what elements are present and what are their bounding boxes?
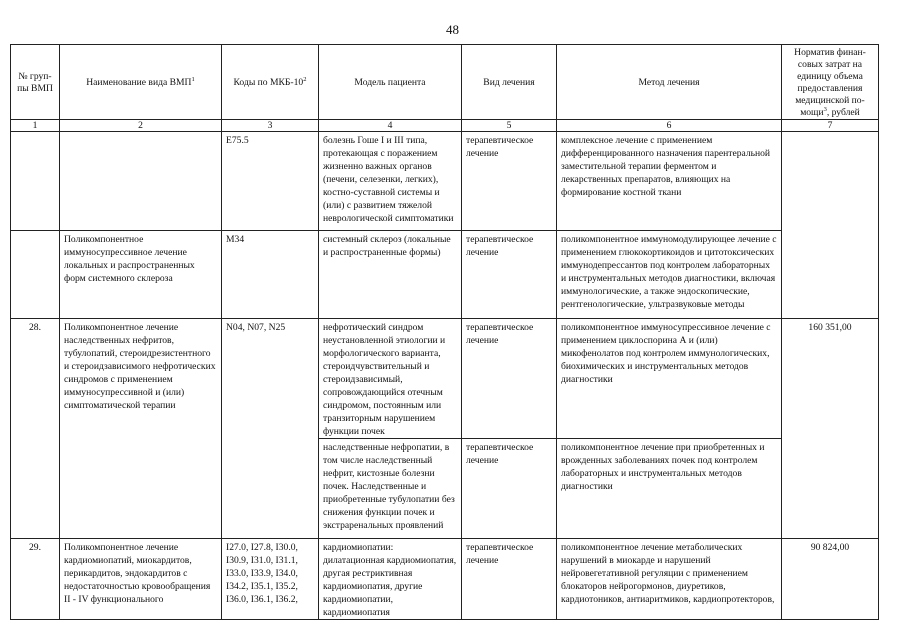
treatment-method: поликомпонентное лечение при приобретенных и врожденных заболеваниях почек под контролем лабораторных и инструментальных методов диагностики xyxy=(557,439,782,539)
treatment-type: терапевтическое лечение xyxy=(462,132,557,231)
group-number: 29. xyxy=(11,539,60,620)
col-number: 4 xyxy=(319,120,462,132)
header-num: № груп-пы ВМП xyxy=(11,45,60,120)
patient-model: системный склероз (локальные и распространенные формы) xyxy=(319,231,462,319)
patient-model: кардиомиопатии: дилатационная кардиомиопатия, другая рестриктивная кардиомиопатия, другие кардиомиопатии, кардиомиопатия xyxy=(319,539,462,620)
col-number: 3 xyxy=(222,120,319,132)
col-number: 7 xyxy=(782,120,879,132)
group-number xyxy=(11,132,60,231)
mkb-codes: M34 xyxy=(222,231,319,319)
mkb-codes: N04, N07, N25 xyxy=(222,319,319,539)
mkb-codes: I27.0, I27.8, I30.0, I30.9, I31.0, I31.1, I33.0, I33.9, I34.0, I34.2, I35.1, I35.2, I36.0, I36.1, I36.2, xyxy=(222,539,319,620)
header-mkb: Коды по МКБ-$10^2$ xyxy=(222,45,319,120)
treatment-method: поликомпонентное иммуномодулирующее лечение с применением глюкокортикоидов и цитотоксических иммунодепрессантов под контролем лабораторных и инструментальных методов диагностики, включая иммунологические, а также эндоскопические, рентгенологические, ультразвуковые методы xyxy=(557,231,782,319)
table-row xyxy=(11,132,879,231)
vmp-name xyxy=(60,132,222,231)
group-number xyxy=(11,231,60,319)
patient-model: нефротический синдром неустановленной этиологии и морфологического варианта, стероидчувствительный и стероидзависимый, сопровождающийся отечным синдромом, постоянным или транзиторным нарушением функции почек xyxy=(319,319,462,439)
patient-model: болезнь Гоше I и III типа, протекающая с поражением жизненно важных органов (печени, селезенки, легких), костно-суставной системы и (или) с развитием тяжелой неврологической симптоматики xyxy=(319,132,462,231)
cost-norm: 160 351,00 xyxy=(782,319,879,539)
col-number: 5 xyxy=(462,120,557,132)
cost-norm xyxy=(782,132,879,319)
col-number: 1 xyxy=(11,120,60,132)
mkb-codes: E75.5 xyxy=(222,132,319,231)
page-number: 48 xyxy=(446,22,459,37)
treatment-type: терапевтическое лечение xyxy=(462,319,557,439)
treatment-type: терапевтическое лечение xyxy=(462,439,557,539)
col-number: 2 xyxy=(60,120,222,132)
patient-model: наследственные нефропатии, в том числе наследственный нефрит, кистозные болезни почек. Наследственные и приобретенные тубулопатии без снижения функции почек и экстраренальных проявлений xyxy=(319,439,462,539)
table-row xyxy=(11,319,879,439)
header-model: Модель пациента xyxy=(319,45,462,120)
cost-norm: 90 824,00 xyxy=(782,539,879,620)
treatment-method: комплексное лечение с применением дифференцированного назначения парентеральной заместительной терапии ферментом и лекарственных препаратов, влияющих на формирование костной ткани xyxy=(557,132,782,231)
treatment-type: терапевтическое лечение xyxy=(462,231,557,319)
header-norm: Норматив финан-совых затрат на единицу объема предоставления медицинской по-мощи$^3$, рублей xyxy=(782,45,879,120)
treatment-method: поликомпонентное лечение метаболических нарушений в миокарде и нарушений нейровегетативной регуляции с применением блокаторов нейрогормонов, диуретиков, кардиотоников, антиаритмиков, кардиопротекторов, xyxy=(557,539,782,620)
header-method: Метод лечения xyxy=(557,45,782,120)
vmp-table xyxy=(10,44,879,620)
treatment-type: терапевтическое лечение xyxy=(462,539,557,620)
treatment-method: поликомпонентное иммуносупрессивное лечение с применением циклоспорина А и (или) микофенолатов под контролем иммунологических, биохимических и инструментальных методов диагностики xyxy=(557,319,782,439)
header-vid: Вид лечения xyxy=(462,45,557,120)
vmp-name: Поликомпонентное лечение наследственных нефритов, тубулопатий, стероидрезистентного и стероидзависимого нефротических синдромов с применением иммуносупрессивной и (или) симптоматической терапии xyxy=(60,319,222,539)
table-row xyxy=(11,539,879,620)
table-row xyxy=(11,231,879,319)
group-number: 28. xyxy=(11,319,60,539)
column-number-row xyxy=(11,120,879,132)
vmp-name: Поликомпонентное иммуносупрессивное лечение локальных и распространенных форм системного склероза xyxy=(60,231,222,319)
header-name: Наименование вида ВМП$^1$ xyxy=(60,45,222,120)
vmp-name: Поликомпонентное лечение кардиомиопатий, миокардитов, перикардитов, эндокардитов с недостаточностью кровообращения II - IV функционального xyxy=(60,539,222,620)
header-row xyxy=(11,45,879,120)
col-number: 6 xyxy=(557,120,782,132)
